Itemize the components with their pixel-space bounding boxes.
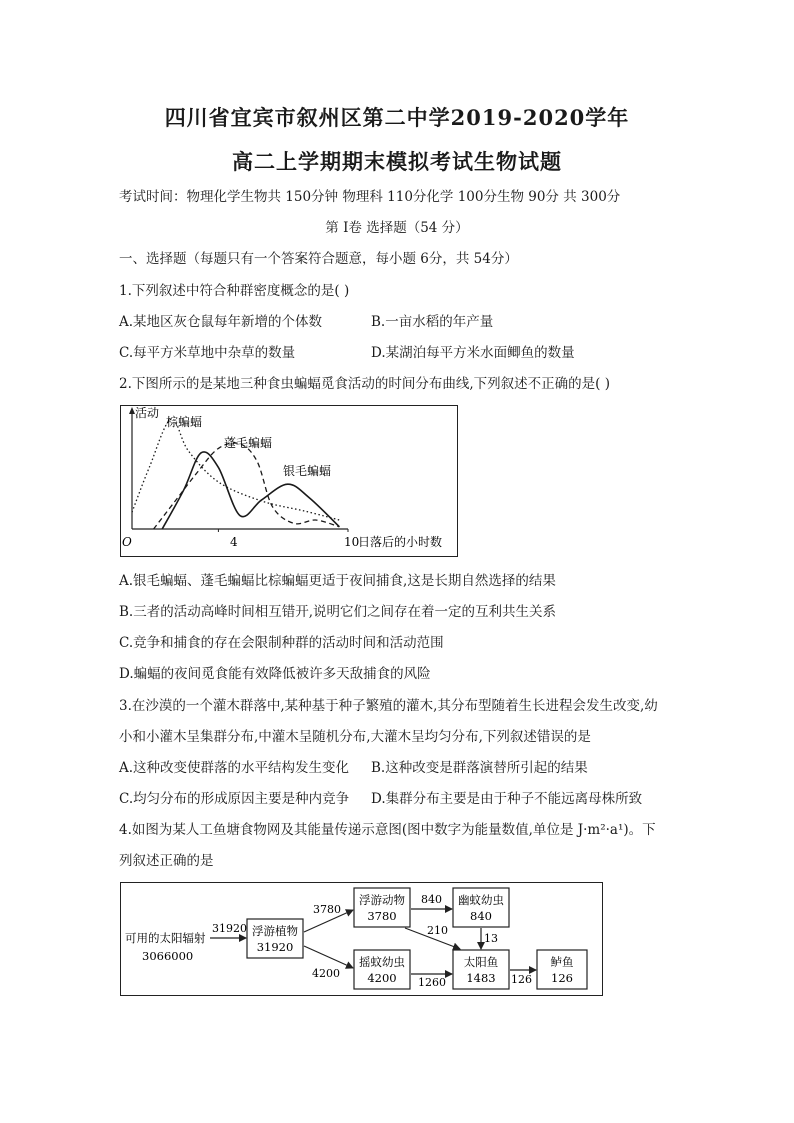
- series-label-brown-bat: 棕蝙蝠: [166, 415, 203, 429]
- node-sun-value: 3066000: [142, 949, 194, 963]
- q2-option-a: A.银毛蝙蝠、蓬毛蝙蝠比棕蝙蝠更适于夜间捕食,这是长期自然选择的结果: [119, 573, 556, 589]
- section-heading: 一、选择题（每题只有一个答案符合题意，每小题 6分，共 54分）: [119, 251, 518, 267]
- node-sunfish-name: 太阳鱼: [463, 955, 499, 969]
- q3-option-d: D.集群分布主要是由于种子不能远离母株所致: [371, 791, 643, 807]
- node-zoo-value: 3780: [367, 909, 397, 923]
- node-mosqb-value: 4200: [367, 971, 397, 985]
- food-web-diagram: [120, 882, 603, 1000]
- q1-option-b: B.一亩水稻的年产量: [371, 314, 494, 330]
- series-label-hairy-bat: 蓬毛蝙蝠: [224, 436, 273, 450]
- chart-ylabel: 活动: [135, 406, 160, 420]
- edge-label-zoo-mosqa: 840: [421, 893, 442, 906]
- edge-label-mosqb-sunfish: 1260: [418, 976, 446, 989]
- edge-label-sunfish-perch: 126: [511, 973, 532, 986]
- q4-stem-line2: 列叙述正确的是: [119, 853, 214, 869]
- node-perch-name: 鲈鱼: [550, 955, 574, 969]
- q1-stem: 1.下列叙述中符合种群密度概念的是( ): [119, 283, 350, 299]
- q3-option-b: B.这种改变是群落演替所引起的结果: [371, 760, 588, 776]
- q3-stem-line2: 小和小灌木呈集群分布,中灌木呈随机分布,大灌木呈均匀分布,下列叙述错误的是: [119, 729, 591, 745]
- edge-label-zoo-sunfish: 210: [427, 924, 448, 937]
- node-sunfish-value: 1483: [466, 971, 496, 985]
- q2-option-b: B.三者的活动高峰时间相互错开,说明它们之间存在着一定的互利共生关系: [119, 604, 557, 620]
- edge-label-mosqa-sunfish: 13: [484, 932, 498, 945]
- chart-xlabel: 日落后的小时数: [358, 535, 443, 549]
- q1-option-a: A.某地区灰仓鼠每年新增的个体数: [119, 314, 323, 330]
- q2-stem: 2.下图所示的是某地三种食虫蝙蝠觅食活动的时间分布曲线,下列叙述不正确的是( ): [119, 376, 610, 392]
- exam-title-line2: 高二上学期期末模拟考试生物试题: [232, 149, 562, 174]
- chart-origin-label: O: [122, 535, 132, 549]
- chart-xtick-10: 10: [344, 535, 360, 549]
- q1-option-c: C.每平方米草地中杂草的数量: [119, 345, 296, 361]
- q3-stem-line1: 3.在沙漠的一个灌木群落中,某种基于种子繁殖的灌木,其分布型随着生长进程会发生改变,幼: [119, 698, 658, 714]
- node-mosqa-name: 幽蚊幼虫: [458, 893, 504, 907]
- edge-label-phyto-mosqb: 4200: [312, 967, 340, 980]
- node-sun-name: 可用的太阳辐射: [125, 931, 206, 945]
- series-label-silver-bat: 银毛蝙蝠: [283, 464, 332, 478]
- node-perch-value: 126: [551, 971, 573, 985]
- node-phyto-value: 31920: [256, 940, 294, 954]
- bat-activity-chart: [120, 405, 458, 561]
- q4-stem-line1: 4.如图为某人工鱼塘食物网及其能量传递示意图(图中数字为能量数值,单位是 J·m²·a¹)。下: [119, 822, 656, 838]
- exam-info: 考试时间：物理化学生物共 150分钟 物理科 110分化学 100分生物 90分 共 300分: [119, 189, 621, 205]
- node-mosqa-value: 840: [470, 909, 492, 923]
- chart-xtick-4: 4: [230, 535, 238, 549]
- exam-title-line1: 四川省宜宾市叙州区第二中学2019-2020学年: [164, 105, 630, 130]
- q3-option-a: A.这种改变使群落的水平结构发生变化: [119, 760, 350, 776]
- q2-option-d: D.蝙蝠的夜间觅食能有效降低被许多天敌捕食的风险: [119, 666, 431, 682]
- q3-option-c: C.均匀分布的形成原因主要是种内竞争: [119, 791, 350, 807]
- node-phyto-name: 浮游植物: [252, 924, 298, 938]
- node-zoo-name: 浮游动物: [359, 893, 405, 907]
- q1-option-d: D.某湖泊每平方米水面鲫鱼的数量: [371, 345, 575, 361]
- volume-heading: 第 I卷 选择题（54 分）: [325, 220, 469, 236]
- q2-option-c: C.竞争和捕食的存在会限制种群的活动时间和活动范围: [119, 635, 444, 651]
- edge-label-phyto-zoo: 3780: [313, 903, 341, 916]
- node-mosqb-name: 摇蚊幼虫: [359, 955, 405, 969]
- edge-label-sun-phyto: 31920: [212, 922, 247, 935]
